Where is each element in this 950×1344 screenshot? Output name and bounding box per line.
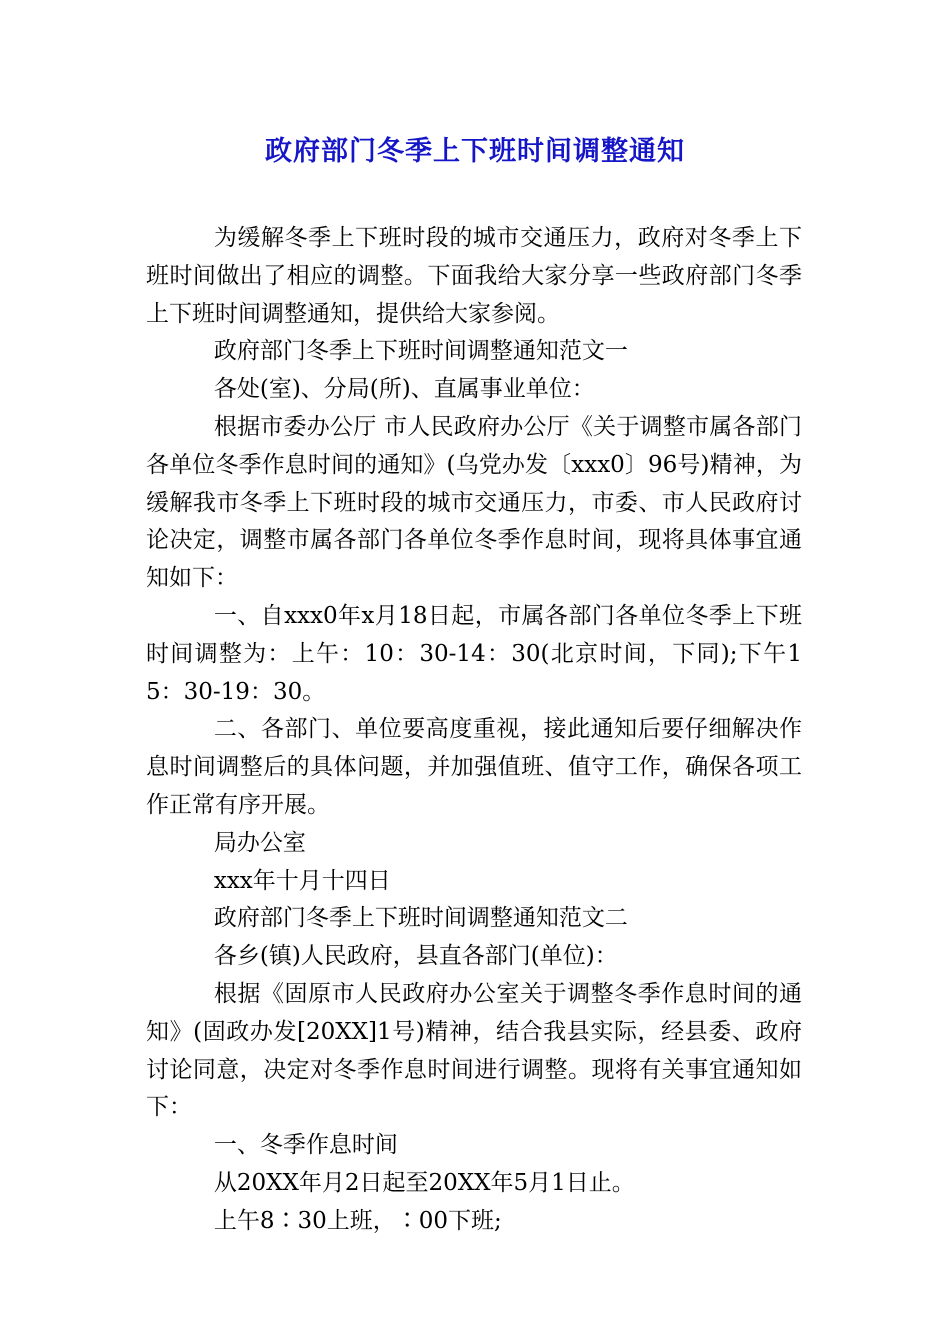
paragraph-salutation-2: 各乡(镇)人民政府，县直各部门(单位)： — [213, 943, 618, 970]
paragraph-sample-2-heading: 政府部门冬季上下班时间调整通知范文二 — [213, 905, 628, 932]
paragraph-item-1: 一、自xxx0年x月18日起，市属各部门各单位冬季上下班时间调整为：上午：10：30-14：30(北京时间，下同);下午15：30-19：30。 — [146, 602, 802, 705]
paragraph-intro: 为缓解冬季上下班时段的城市交通压力，政府对冬季上下班时间做出了相应的调整。下面我给大家分享一些政府部门冬季上下班时间调整通知，提供给大家参阅。 — [146, 225, 802, 327]
paragraph-section-heading: 一、冬季作息时间 — [213, 1132, 398, 1159]
paragraph-salutation-1: 各处(室)、分局(所)、直属事业单位： — [213, 376, 595, 403]
paragraph-basis-1: 根据市委办公厅 市人民政府办公厅《关于调整市属各部门各单位冬季作息时间的通知》(乌党办发〔xxx0〕96号)精神，为缓解我市冬季上下班时段的城市交通压力，市委、市人民政府讨论决定，调整市属各部门各单位冬季作息时间，现将具体事宜通知如下： — [146, 413, 802, 592]
paragraph-period: 从20XX年月2日起至20XX年5月1日止。 — [213, 1169, 635, 1196]
paragraph-sample-1-heading: 政府部门冬季上下班时间调整通知范文一 — [213, 338, 628, 365]
paragraph-item-2: 二、各部门、单位要高度重视，接此通知后要仔细解决作息时间调整后的具体问题，并加强值班、值守工作，确保各项工作正常有序开展。 — [146, 716, 802, 818]
document-title: 政府部门冬季上下班时间调整通知 — [265, 136, 685, 167]
paragraph-signature: 局办公室 — [213, 829, 306, 856]
document-body — [146, 220, 802, 1241]
paragraph-basis-2: 根据《固原市人民政府办公室关于调整冬季作息时间的通知》(固政办发[20XX]1号)精神，结合我县实际，经县委、政府讨论同意，决定对冬季作息时间进行调整。现将有关事宜通知如下： — [146, 980, 802, 1121]
paragraph-morning-hours: 上午8∶30上班，∶00下班; — [213, 1207, 502, 1234]
paragraph-date: xxx年十月十四日 — [213, 867, 391, 894]
